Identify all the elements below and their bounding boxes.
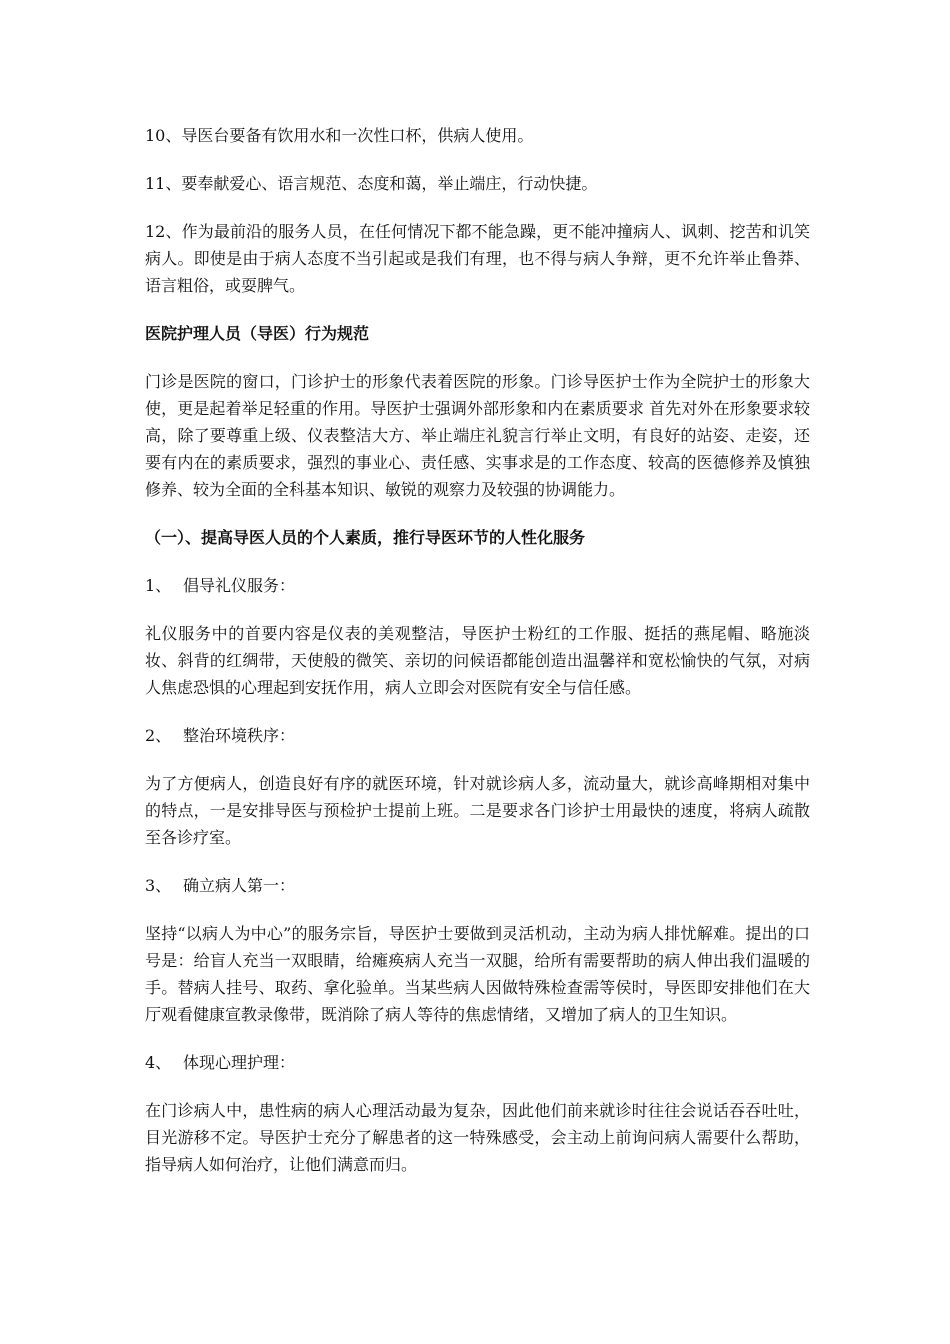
item-1-text: 礼仪服务中的首要内容是仪表的美观整洁，导医护士粉红的工作服、挺括的燕尾帽、略施淡妆、斜背的红绸带，天使般的微笑、亲切的问候语都能创造出温馨祥和宽松愉快的气氛，对病人焦虑恐惧的心理起到安抚作用，病人立即会对医院有安全与信任感。 xyxy=(145,624,810,697)
item-1-label: 倡导礼仪服务： xyxy=(183,576,296,595)
item-2-text: 为了方便病人，创造良好有序的就医环境，针对就诊病人多，流动量大，就诊高峰期相对集中的特点，一是安排导医与预检护士提前上班。二是要求各门诊护士用最快的速度，将病人疏散至各诊疗室。 xyxy=(145,774,810,847)
item-4-heading xyxy=(145,1049,810,1076)
rule-12: 12、作为最前沿的服务人员，在任何情况下都不能急躁，更不能冲撞病人、讽刺、挖苦和讥笑病人。即使是由于病人态度不当引起或是我们有理，也不得与病人争辩，更不允许举止鲁莽、语言粗俗，或耍脾气。 xyxy=(145,222,810,295)
item-2-label: 整治环境秩序： xyxy=(183,726,296,745)
item-2-number: 2、 xyxy=(145,726,172,745)
item-3-text: 坚持“以病人为中心”的服务宗旨，导医护士要做到灵活机动，主动为病人排忧解难。提出的口号是：给盲人充当一双眼睛，给瘫痪病人充当一双腿，给所有需要帮助的病人伸出我们温暖的手。替病人挂号、取药、拿化验单。当某些病人因做特殊检查需等侯时，导医即安排他们在大厅观看健康宣教录像带，既消除了病人等待的焦虑情绪，又增加了病人的卫生知识。 xyxy=(145,924,810,1024)
item-1-number: 1、 xyxy=(145,576,172,595)
rule-11: 11、要奉献爱心、语言规范、态度和蔼，举止端庄，行动快捷。 xyxy=(145,174,598,193)
item-3-label: 确立病人第一： xyxy=(183,876,296,895)
item-4-label: 体现心理护理： xyxy=(183,1053,296,1072)
item-4-text: 在门诊病人中，患性病的病人心理活动最为复杂，因此他们前来就诊时往往会说话吞吞吐吐，目光游移不定。导医护士充分了解患者的这一特殊感受，会主动上前询问病人需要什么帮助，指导病人如何治疗，让他们满意而归。 xyxy=(145,1101,810,1174)
subsection-title: （一）、提高导医人员的个人素质，推行导医环节的人性化服务 xyxy=(145,528,586,547)
intro-paragraph: 门诊是医院的窗口，门诊护士的形象代表着医院的形象。门诊导医护士作为全院护士的形象大使，更是起着举足轻重的作用。导医护士强调外部形象和内在素质要求 首先对外在形象要求较高，除了要尊重上级、仪表整洁大方、举止端庄礼貌言行举止文明，有良好的站姿、走姿，还要有内在的素质要求，强烈的事业心、责任感、实事求是的工作态度、较高的医德修养及慎独修养、较为全面的全科基本知识、敏锐的观察力及较强的协调能力。 xyxy=(145,372,810,499)
item-4-number: 4、 xyxy=(145,1053,172,1072)
item-1-heading xyxy=(145,572,810,599)
item-3-number: 3、 xyxy=(145,876,172,895)
item-3-heading xyxy=(145,872,810,899)
section-title: 医院护理人员（导医）行为规范 xyxy=(145,324,370,343)
item-2-heading xyxy=(145,722,810,749)
rule-10: 10、导医台要备有饮用水和一次性口杯，供病人使用。 xyxy=(145,126,534,145)
document-content xyxy=(145,122,810,1199)
